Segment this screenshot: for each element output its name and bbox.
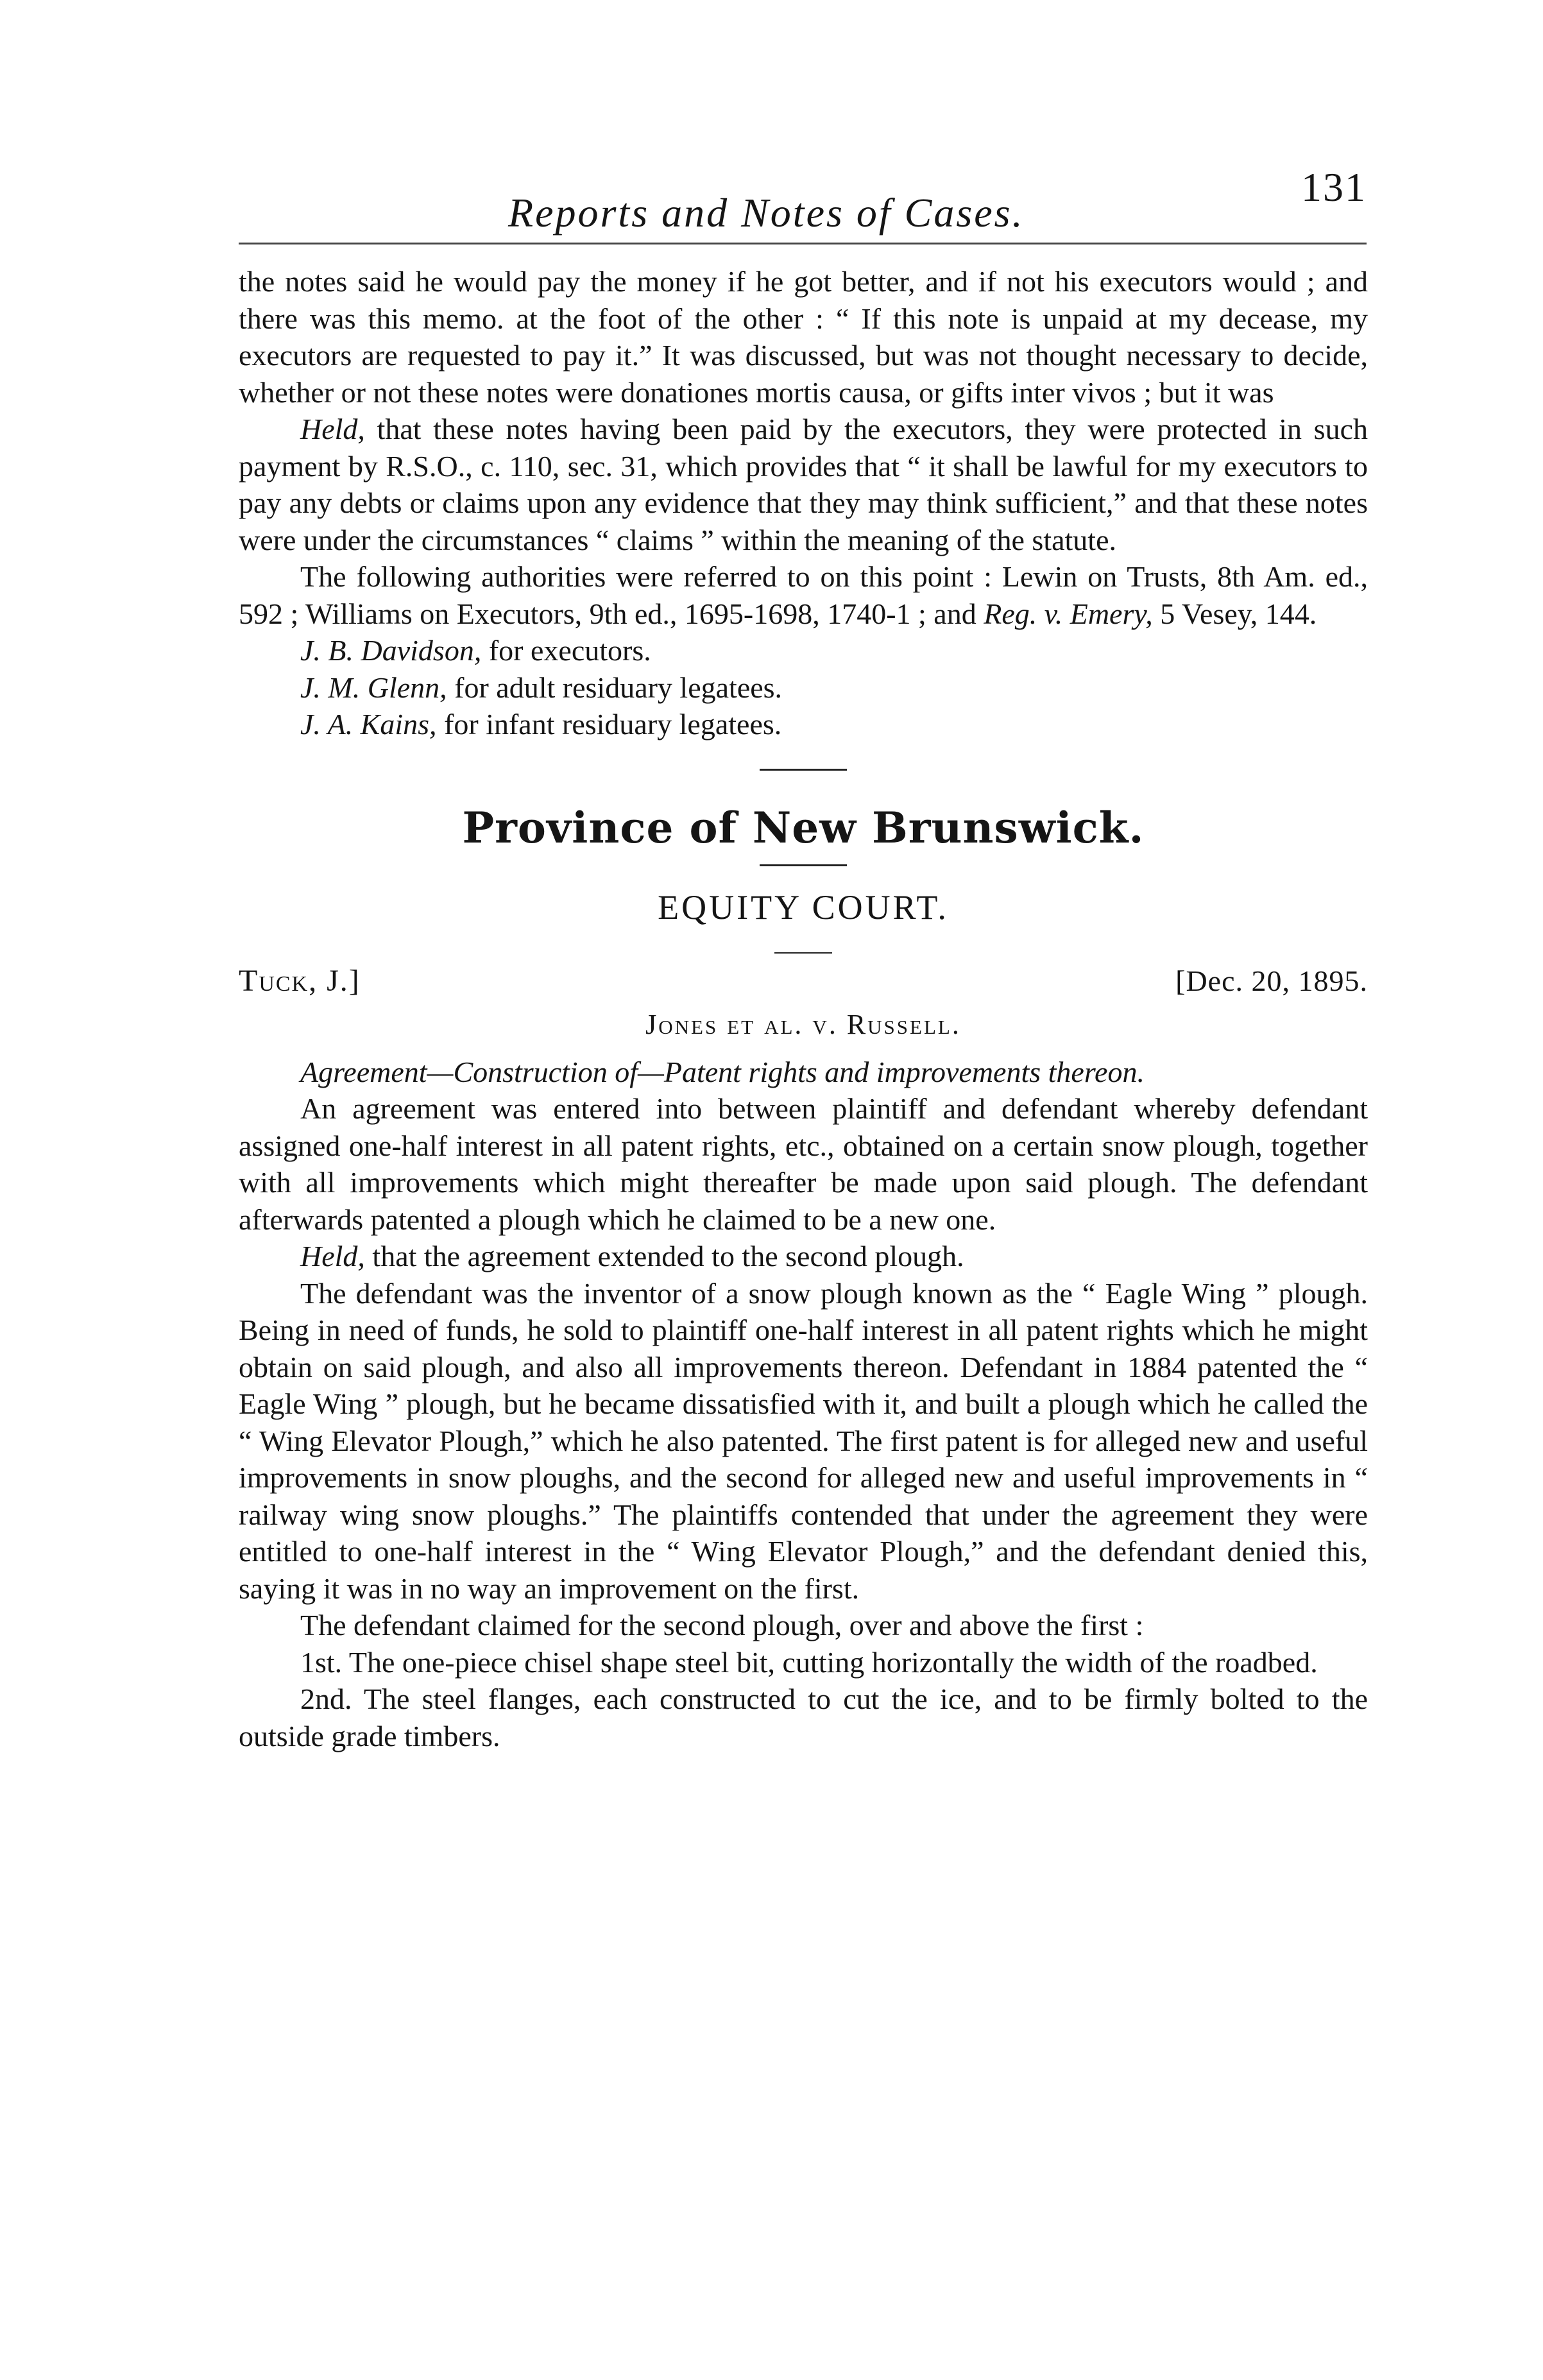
summary-paragraph: An agreement was entered into between plaintiff and defendant whereby defendant assigned one-half interest in all patent rights, etc., obtained on a certain snow plough, together with all improvements which might thereafter be made upon said plough. The defendant afterwards patented a plough which he claimed to be a new one. — [239, 1092, 1368, 1236]
counsel-name: J. A. Kains, — [300, 708, 437, 741]
case-continuation-paragraph: the notes said he would pay the money if he got better, and if not his executors would ; and there was this memo. at the foot of the other : “ If this note is unpaid at my decease, my executors are requested to pay it.” It was discussed, but was not thought necessary to decide, whether or not these notes were donationes mortis causa, or gifts inter vivos ; but it was — [239, 265, 1368, 409]
authorities-text: The following authorities were referred to on this point : Lewin on Trusts, 8th Am. ed., 592 ; Williams on Executors, 9th ed., 1695-1698, 1740-1 ; and — [239, 560, 1368, 630]
counsel-line — [239, 706, 1368, 743]
counsel-name: J. B. Davidson, — [300, 634, 482, 667]
authorities-case: Reg. v. Emery, — [984, 597, 1153, 630]
counsel-role: for infant residuary legatees. — [436, 708, 782, 741]
held-paragraph — [239, 411, 1368, 558]
case-name: Jones et al. v. Russell. — [645, 1008, 961, 1040]
held-text: that these notes having been paid by the executors, they were protected in such payment by R.S.O., c. 110, sec. 31, which provides that “ it shall be lawful for my executors to pay any debts or claims upon any evidence that they may think sufficient,” and that these notes were under the circumstances “ claims ” within the meaning of the statute. — [239, 413, 1368, 556]
counsel-role: for executors. — [481, 634, 651, 667]
body-text — [239, 263, 1368, 1754]
running-title: Reports and Notes of Cases. — [508, 190, 1025, 235]
held-label: Held, — [300, 413, 365, 445]
court-heading: EQUITY COURT. — [658, 887, 949, 927]
claims-intro-paragraph: The defendant claimed for the second plough, over and above the first : — [300, 1609, 1144, 1641]
heading-divider — [760, 864, 847, 866]
counsel-name: J. M. Glenn, — [300, 671, 447, 704]
held-text: that the agreement extended to the second plough. — [364, 1240, 964, 1272]
held-paragraph — [239, 1238, 1368, 1275]
judge-name: Tuck, J.] — [239, 963, 361, 998]
decision-date: [Dec. 20, 1895. — [1175, 964, 1368, 997]
judge-date-row — [239, 963, 1368, 1002]
claim-second-paragraph: 2nd. The steel flanges, each constructed to cut the ice, and to be firmly bolted to the outside grade timbers. — [239, 1682, 1368, 1752]
counsel-role: for adult residuary legatees. — [447, 671, 783, 704]
running-header — [239, 164, 1367, 234]
authorities-cite: 5 Vesey, 144. — [1152, 597, 1317, 630]
province-heading: Province of New Brunswick. — [462, 802, 1145, 853]
counsel-line — [239, 632, 1368, 669]
headnote: Agreement—Construction of—Patent rights and improvements thereon. — [300, 1055, 1145, 1088]
authorities-paragraph — [239, 558, 1368, 632]
header-rule — [239, 243, 1367, 244]
facts-paragraph: The defendant was the inventor of a snow plough known as the “ Eagle Wing ” plough. Being in need of funds, he sold to plaintiff one-half interest in all patent rights which he might obtain on said plough, and also all improvements thereon. Defendant in 1884 patented the “ Eagle Wing ” plough, but he became dissatisfied with it, and built a plough which he called the “ Wing Elevator Plough,” which he also patented. The first patent is for alleged new and useful improvements in snow ploughs, and the second for alleged new and useful improvements in “ railway wing snow ploughs.” The plaintiffs contended that under the agreement they were entitled to one-half interest in the “ Wing Elevator Plough,” and the defendant denied this, saying it was in no way an improvement on the first. — [239, 1276, 1368, 1605]
counsel-line — [239, 669, 1368, 706]
held-label: Held, — [300, 1240, 365, 1272]
section-divider — [760, 769, 847, 771]
court-divider — [774, 952, 832, 954]
claim-first-paragraph: 1st. The one-piece chisel shape steel bit, cutting horizontally the width of the roadbed. — [300, 1645, 1318, 1679]
page-number: 131 — [1301, 164, 1367, 210]
